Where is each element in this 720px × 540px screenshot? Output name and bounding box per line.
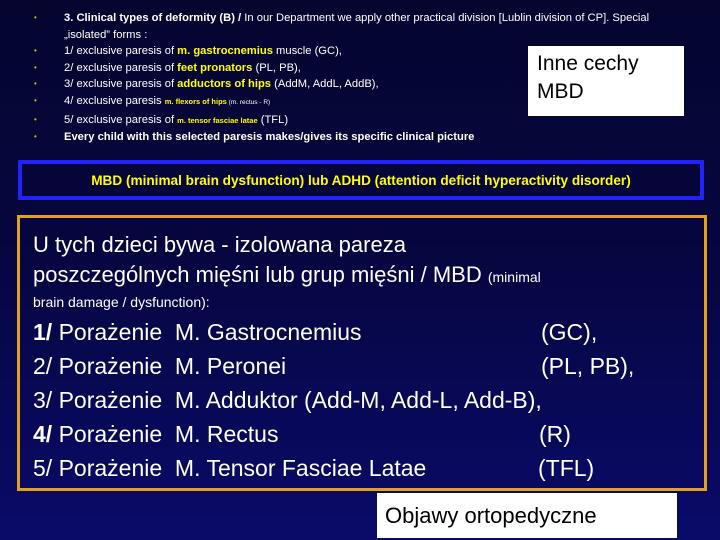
bullet-text-segment: muscle (GC), xyxy=(272,45,342,58)
bullet-text-segment: 2/ exclusive paresis of xyxy=(64,61,178,74)
intro-line-2 xyxy=(33,260,704,292)
paresis-row xyxy=(33,383,704,417)
bullet-item xyxy=(34,129,654,146)
bullet-dot-icon: • xyxy=(34,13,37,22)
bullet-text-segment: Every child with this selected paresis makes/gives its specific clinical picture xyxy=(64,131,475,144)
note-box xyxy=(528,46,684,116)
bullet-dot-icon: • xyxy=(34,114,37,124)
bullet-text-segment: In our Department we apply other practical division [Lublin division of CP]. Special „isolated” forms : xyxy=(64,12,650,41)
bullet-text-segment: (m. rectus - R) xyxy=(226,98,271,106)
bullet-text-segment: (TFL) xyxy=(257,113,289,126)
bullet-text-segment: m. flexors of hips xyxy=(164,96,227,106)
bullet-text-segment: 3. Clinical types of deformity (B) / xyxy=(64,12,245,24)
row-abbreviation: (R) xyxy=(539,421,571,447)
row-text: Porażenie M. Gastrocnemius xyxy=(52,319,362,345)
row-abbreviation: (PL, PB), xyxy=(541,353,635,379)
row-text: Porażenie M. Peronei xyxy=(52,353,287,379)
row-abbreviation: (GC), xyxy=(541,319,598,345)
paresis-row xyxy=(33,451,704,485)
row-number: 4/ xyxy=(33,421,53,447)
intro-line-2-main: poszczególnych mięśni lub grup mięśni / MBD xyxy=(33,262,488,287)
row-number: 3/ xyxy=(33,387,53,413)
bullet-dot-icon: • xyxy=(34,62,37,72)
bullet-item xyxy=(34,10,654,43)
bullet-text-segment: 4/ exclusive paresis xyxy=(64,94,165,107)
row-label xyxy=(33,451,426,485)
intro-line-2-small: (minimal xyxy=(487,269,541,285)
banner-text: MBD (minimal brain dysfunction) lub ADHD (attention deficit hyperactivity disorder) xyxy=(91,172,631,188)
bullet-text-segment: m. tensor fasciae latae xyxy=(177,115,258,125)
bullet-text-segment: 5/ exclusive paresis of xyxy=(64,113,178,126)
bullet-text-segment: (AddM, AddL, AddB), xyxy=(271,78,379,91)
intro-line-1: U tych dzieci bywa - izolowana pareza xyxy=(33,232,406,257)
bullet-dot-icon: • xyxy=(34,46,37,56)
footer-caption: Objawy ortopedyczne xyxy=(385,503,597,528)
paresis-row xyxy=(33,349,704,383)
row-label xyxy=(33,417,278,451)
row-number: 1/ xyxy=(33,319,53,345)
row-text: Porażenie M. Tensor Fasciae Latae xyxy=(52,455,427,481)
bullet-dot-icon: • xyxy=(34,132,37,142)
mbd-adhd-banner xyxy=(18,160,704,200)
row-label xyxy=(33,315,362,349)
row-number: 5/ xyxy=(33,455,53,481)
paresis-row xyxy=(33,417,704,451)
row-text: Porażenie M. Rectus xyxy=(52,421,279,447)
footer-caption-box xyxy=(377,493,677,538)
paresis-rows xyxy=(33,315,704,485)
intro-line-3: brain damage / dysfunction): xyxy=(33,294,210,310)
bullet-text-segment: 1/ exclusive paresis of xyxy=(64,45,178,58)
note-line-1: Inne cechy xyxy=(537,52,639,75)
bullet-text-segment: feet pronators xyxy=(177,61,253,74)
bullet-dot-icon: • xyxy=(34,79,37,89)
paresis-row xyxy=(33,315,704,349)
main-content-box xyxy=(17,215,707,491)
row-label xyxy=(33,383,542,417)
bullet-dot-icon: • xyxy=(34,95,37,105)
bullet-text-segment: m. gastrocnemius xyxy=(177,45,273,58)
row-number: 2/ xyxy=(33,353,53,379)
bullet-text-segment: 3/ exclusive paresis of xyxy=(64,78,178,91)
row-text: Porażenie M. Adduktor (Add-M, Add-L, Add-B), xyxy=(52,387,542,413)
bullet-text-segment: adductors of hips xyxy=(177,78,272,91)
row-label xyxy=(33,349,286,383)
bullet-text-segment: (PL, PB), xyxy=(252,61,301,74)
note-line-2: MBD xyxy=(537,80,584,103)
row-abbreviation: (TFL) xyxy=(538,455,595,481)
